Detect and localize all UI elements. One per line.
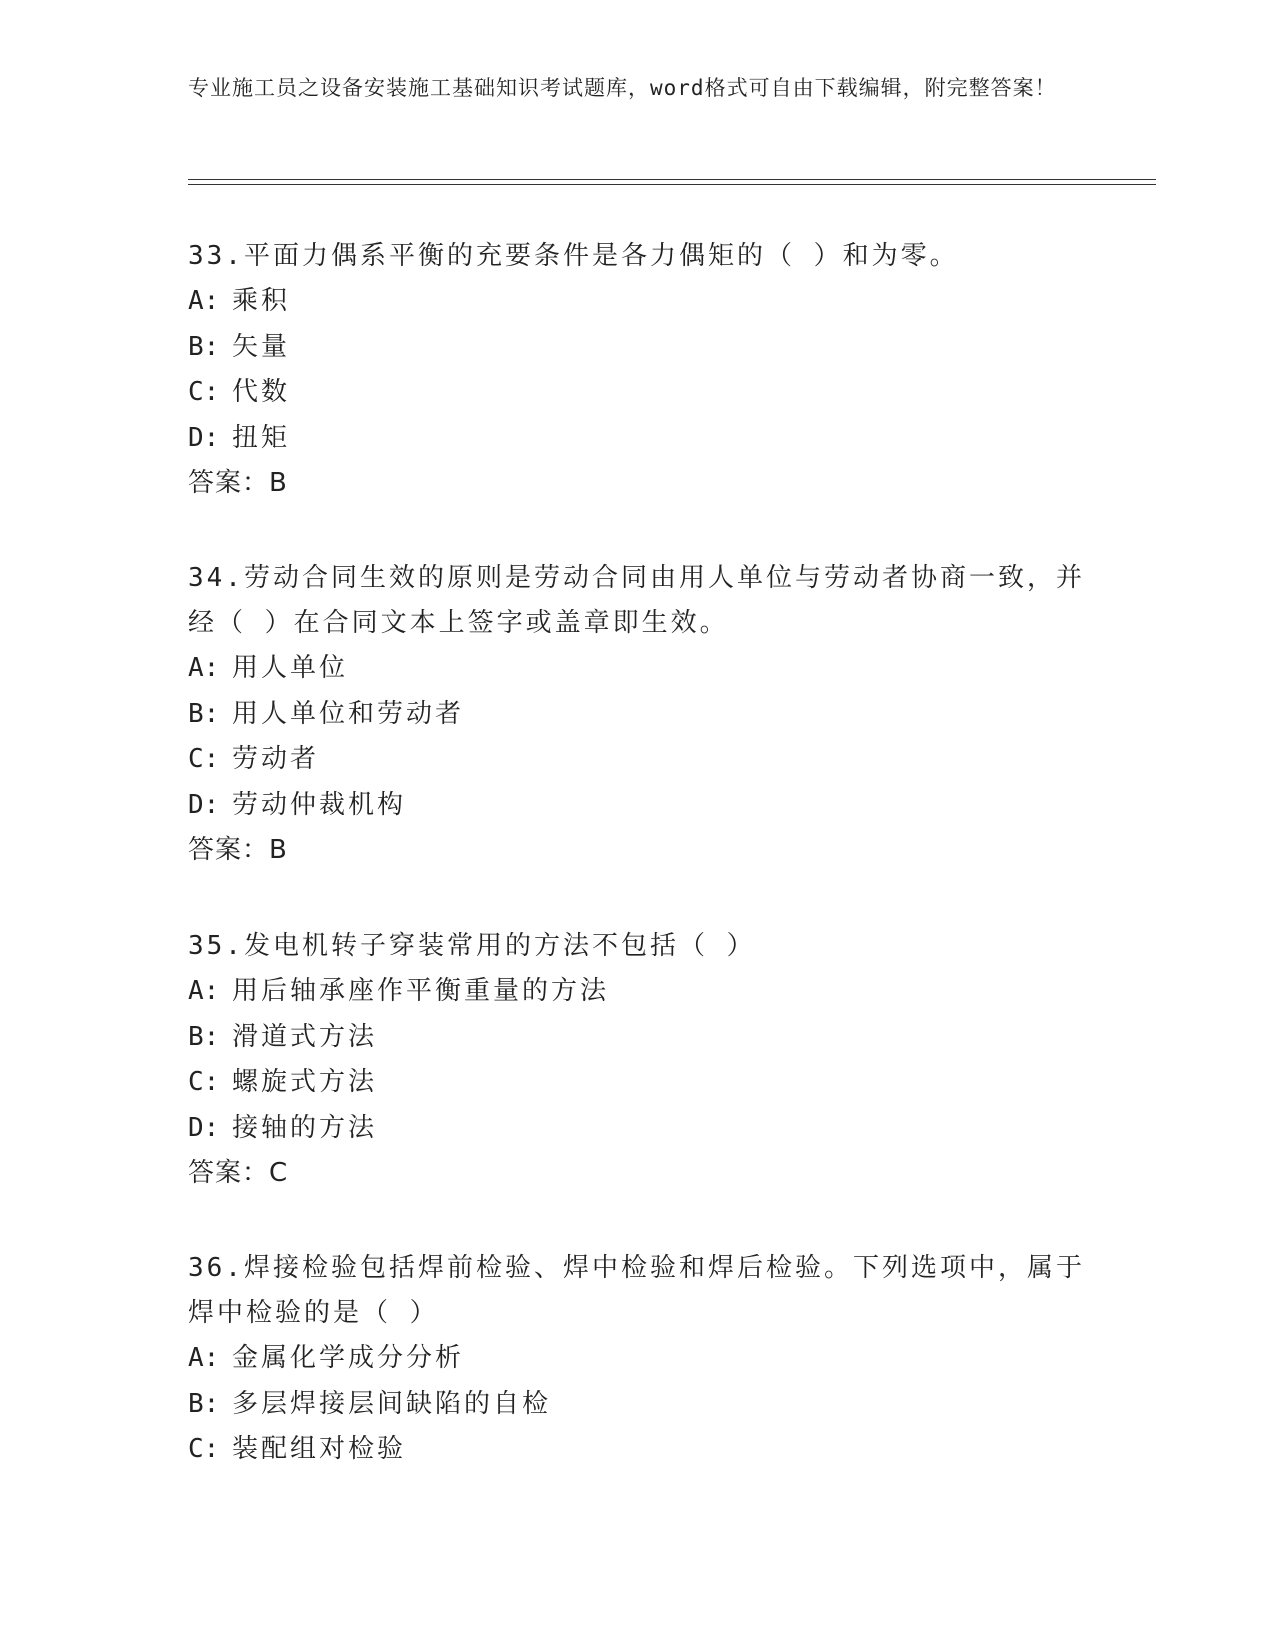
option-text: 金属化学成分分析 — [232, 1343, 465, 1373]
option-label: D: — [188, 1112, 220, 1143]
option-label: C: — [188, 1434, 220, 1464]
option-text: 扭矩 — [232, 422, 291, 453]
question-36 — [188, 1246, 1088, 1473]
option-text: 滑道式方法 — [232, 1021, 378, 1052]
option-label: A: — [188, 1343, 220, 1373]
option-b — [188, 692, 1088, 738]
question-stem: 33.平面力偶系平衡的充要条件是各力偶矩的（ ）和为零。 — [188, 241, 959, 271]
option-label: D: — [188, 422, 220, 453]
option-text: 用人单位和劳动者 — [232, 698, 465, 729]
question-stem: 35.发电机转子穿装常用的方法不包括（ ） — [188, 931, 756, 961]
option-label: A: — [188, 976, 220, 1006]
option-text: 多层焊接层间缺陷的自检 — [232, 1388, 552, 1419]
option-c — [188, 737, 1088, 783]
option-label: B: — [188, 698, 220, 729]
option-a — [188, 646, 1088, 692]
document-intro: 专业施工员之设备安装施工基础知识考试题库，word格式可自由下载编辑，附完整答案！ — [188, 76, 1057, 100]
answer: 答案：B — [188, 835, 288, 865]
question-33 — [188, 234, 1088, 506]
option-label: C: — [188, 744, 220, 774]
option-label: D: — [188, 789, 220, 820]
option-text: 用后轴承座作平衡重量的方法 — [232, 976, 610, 1006]
option-text: 螺旋式方法 — [232, 1067, 378, 1097]
option-text: 装配组对检验 — [232, 1434, 407, 1464]
option-label: B: — [188, 1021, 220, 1052]
question-35 — [188, 924, 1088, 1196]
option-text: 劳动者 — [232, 744, 320, 774]
option-label: B: — [188, 1388, 220, 1419]
option-a — [188, 1336, 1088, 1382]
option-text: 劳动仲裁机构 — [232, 789, 407, 820]
option-label: A: — [188, 286, 220, 316]
option-c — [188, 370, 1088, 416]
option-b — [188, 1015, 1088, 1061]
answer: 答案：C — [188, 1158, 289, 1188]
option-label: C: — [188, 1067, 220, 1097]
option-text: 用人单位 — [232, 653, 349, 683]
option-text: 代数 — [232, 377, 291, 407]
answer: 答案：B — [188, 468, 288, 498]
option-b — [188, 1382, 1088, 1428]
option-a — [188, 969, 1088, 1015]
option-text: 乘积 — [232, 286, 291, 316]
option-label: C: — [188, 377, 220, 407]
header-divider-top — [188, 179, 1156, 180]
option-label: B: — [188, 331, 220, 362]
option-label: A: — [188, 653, 220, 683]
option-d — [188, 416, 1088, 462]
option-c — [188, 1427, 1088, 1473]
option-b — [188, 325, 1088, 371]
option-text: 矢量 — [232, 331, 291, 362]
option-d — [188, 783, 1088, 829]
header-divider-bottom — [188, 184, 1156, 185]
option-a — [188, 279, 1088, 325]
question-stem: 34.劳动合同生效的原则是劳动合同由用人单位与劳动者协商一致，并经（ ）在合同文本上签字或盖章即生效。 — [188, 563, 1085, 638]
option-d — [188, 1106, 1088, 1152]
question-stem: 36.焊接检验包括焊前检验、焊中检验和焊后检验。下列选项中，属于焊中检验的是（ ） — [188, 1253, 1085, 1328]
question-34 — [188, 556, 1088, 873]
option-text: 接轴的方法 — [232, 1112, 378, 1143]
option-c — [188, 1060, 1088, 1106]
